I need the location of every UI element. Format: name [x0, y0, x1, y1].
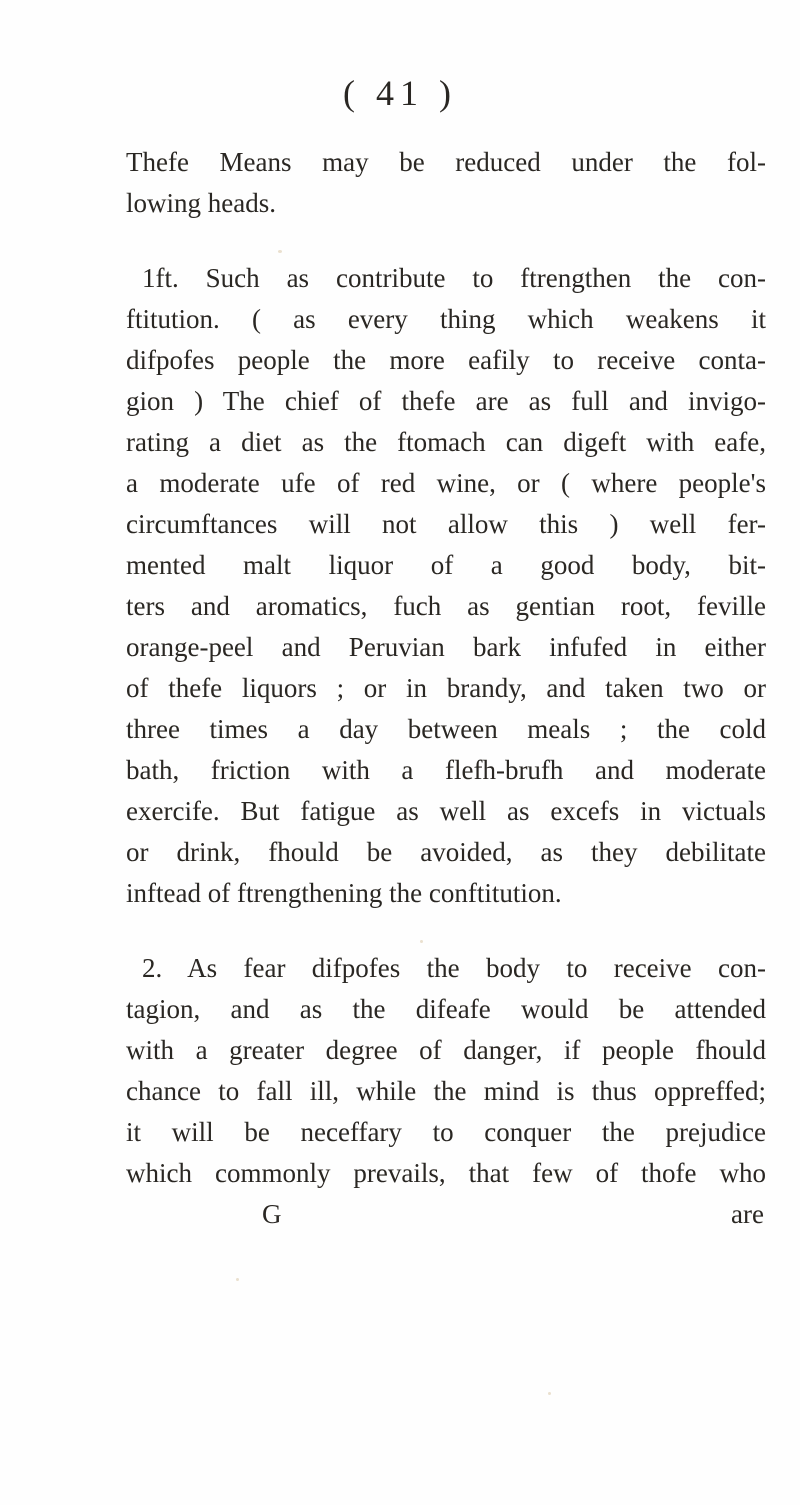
- text-line: chance to fall ill, while the mind is thus oppreffed;: [126, 1076, 766, 1106]
- paper-speck: [236, 1278, 239, 1281]
- paper-speck: [548, 1392, 551, 1395]
- text-line: lowing heads.: [126, 188, 276, 218]
- signature-mark: G: [262, 1199, 282, 1229]
- text-line: rating a diet as the ftomach can digeft with eafe,: [126, 427, 766, 457]
- paragraph-intro: [126, 142, 766, 224]
- paragraph-second-head: [126, 948, 766, 1194]
- text-line: bath, friction with a flefh-brufh and moderate: [126, 755, 766, 785]
- text-line: of thefe liquors ; or in brandy, and taken two or: [126, 673, 766, 703]
- text-line: three times a day between meals ; the cold: [126, 714, 766, 744]
- text-line: with a greater degree of danger, if people fhould: [126, 1035, 766, 1065]
- paragraph-first-head: [126, 258, 766, 914]
- text-line: difpofes people the more eafily to receive conta-: [126, 345, 766, 375]
- text-line: circumftances will not allow this ) well fer-: [126, 509, 766, 539]
- text-line: Thefe Means may be reduced under the fol-: [126, 147, 766, 177]
- text-line: mented malt liquor of a good body, bit-: [126, 550, 766, 580]
- text-line: gion ) The chief of thefe are as full and invigo-: [126, 386, 766, 416]
- catchword: are: [731, 1199, 764, 1229]
- text-line: which commonly prevails, that few of thofe who: [126, 1158, 766, 1188]
- text-line: tagion, and as the difeafe would be attended: [126, 994, 766, 1024]
- text-line: or drink, fhould be avoided, as they debilitate: [126, 837, 766, 867]
- text-line: it will be neceffary to conquer the prejudice: [126, 1117, 766, 1147]
- text-line: ftitution. ( as every thing which weakens it: [126, 304, 766, 334]
- text-line: orange-peel and Peruvian bark infufed in either: [126, 632, 766, 662]
- text-line: 1ft. Such as contribute to ftrengthen the con-: [142, 263, 766, 293]
- body-text: [126, 142, 766, 1235]
- page-number: ( 41 ): [343, 73, 457, 113]
- text-line: ters and aromatics, fuch as gentian root, feville: [126, 591, 766, 621]
- page-footer: [126, 1194, 766, 1235]
- text-line: 2. As fear difpofes the body to receive con-: [142, 953, 766, 983]
- text-line: a moderate ufe of red wine, or ( where people's: [126, 468, 766, 498]
- text-line: inftead of ftrengthening the conftitution.: [126, 878, 562, 908]
- text-line: exercife. But fatigue as well as excefs in victuals: [126, 796, 766, 826]
